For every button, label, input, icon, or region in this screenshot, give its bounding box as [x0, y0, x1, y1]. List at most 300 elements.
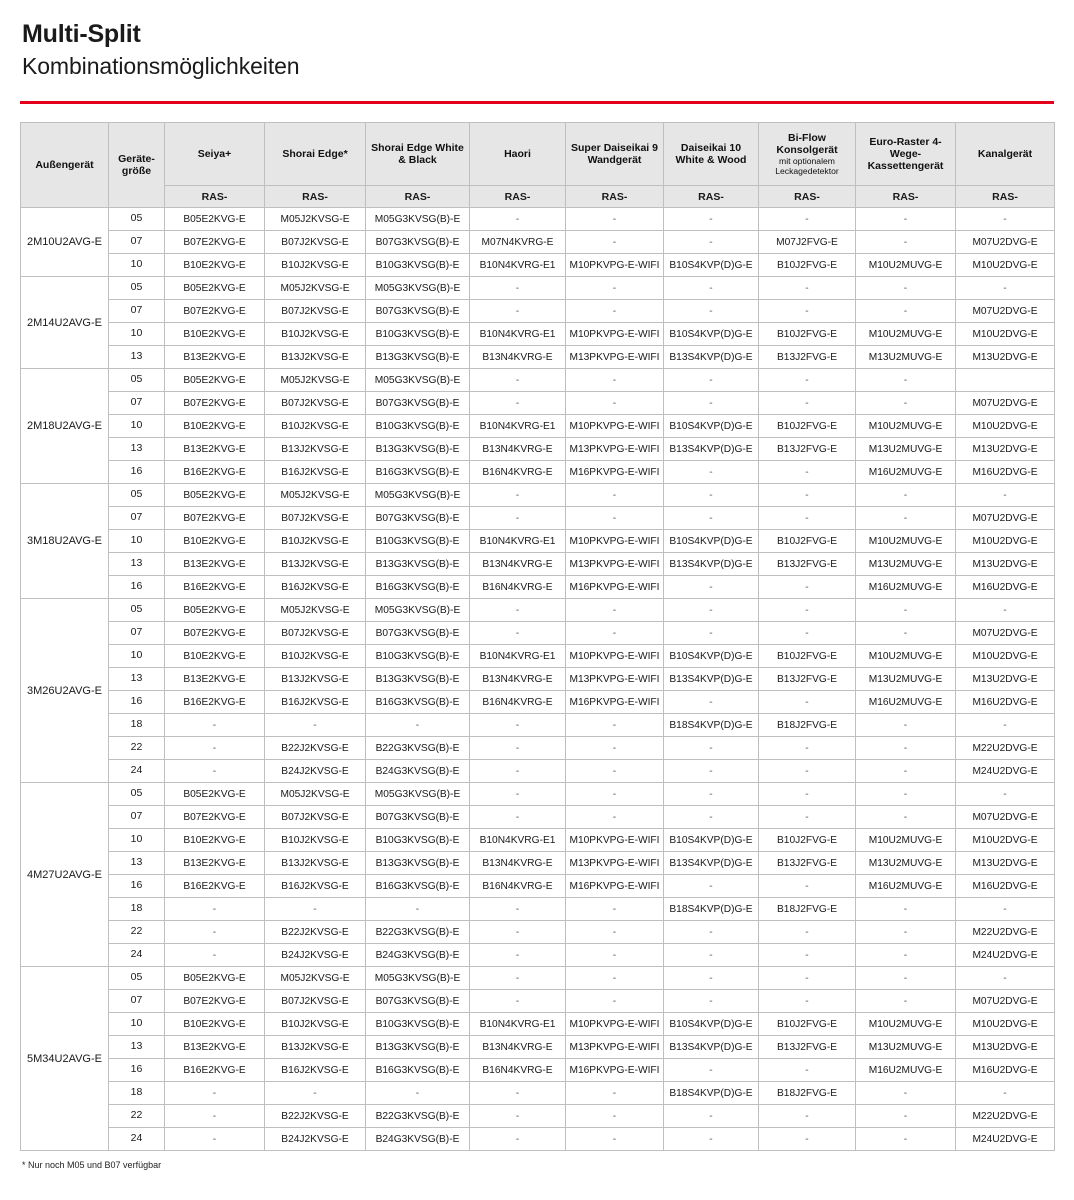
- model-cell: -: [956, 1082, 1055, 1105]
- model-cell: M07U2DVG-E: [956, 392, 1055, 415]
- model-cell: B10J2KVSG-E: [265, 323, 366, 346]
- table-row: [21, 921, 1055, 944]
- model-cell: M05G3KVSG(B)-E: [366, 369, 470, 392]
- unit-size-cell: 18: [109, 1082, 165, 1105]
- model-cell: B13G3KVSG(B)-E: [366, 346, 470, 369]
- model-cell: -: [856, 898, 956, 921]
- model-cell: -: [759, 507, 856, 530]
- model-cell: -: [664, 300, 759, 323]
- model-cell: -: [856, 714, 956, 737]
- outdoor-unit-cell: 2M10U2AVG-E: [21, 208, 109, 277]
- model-cell: -: [856, 231, 956, 254]
- model-cell: -: [566, 1105, 664, 1128]
- unit-size-cell: 13: [109, 852, 165, 875]
- model-cell: -: [470, 783, 566, 806]
- model-cell: M10U2DVG-E: [956, 645, 1055, 668]
- model-cell: -: [566, 277, 664, 300]
- model-cell: B10G3KVSG(B)-E: [366, 645, 470, 668]
- model-cell: -: [759, 484, 856, 507]
- model-cell: -: [856, 1105, 956, 1128]
- model-cell: B10N4KVRG-E1: [470, 829, 566, 852]
- model-cell: -: [566, 783, 664, 806]
- column-header-label: Außengerät: [35, 159, 94, 171]
- unit-size-cell: 05: [109, 783, 165, 806]
- column-prefix-2: RAS-: [165, 186, 265, 208]
- model-cell: B16N4KVRG-E: [470, 461, 566, 484]
- model-cell: M13PKVPG-E-WIFI: [566, 1036, 664, 1059]
- model-cell: B22J2KVSG-E: [265, 1105, 366, 1128]
- model-cell: -: [856, 944, 956, 967]
- outdoor-unit-cell: 3M18U2AVG-E: [21, 484, 109, 599]
- model-cell: -: [566, 967, 664, 990]
- model-cell: -: [664, 806, 759, 829]
- model-cell: M10U2MUVG-E: [856, 645, 956, 668]
- table-row: [21, 990, 1055, 1013]
- model-cell: -: [366, 1082, 470, 1105]
- model-cell: B07E2KVG-E: [165, 231, 265, 254]
- model-cell: -: [470, 369, 566, 392]
- model-cell: -: [165, 1105, 265, 1128]
- model-cell: M07U2DVG-E: [956, 300, 1055, 323]
- model-cell: B07E2KVG-E: [165, 300, 265, 323]
- model-cell: -: [165, 714, 265, 737]
- model-cell: B10S4KVP(D)G-E: [664, 829, 759, 852]
- model-cell: M24U2DVG-E: [956, 760, 1055, 783]
- model-cell: B10S4KVP(D)G-E: [664, 530, 759, 553]
- column-prefix-3: RAS-: [265, 186, 366, 208]
- model-cell: -: [470, 990, 566, 1013]
- column-prefix-6: RAS-: [566, 186, 664, 208]
- model-cell: M13U2DVG-E: [956, 438, 1055, 461]
- model-cell: -: [856, 392, 956, 415]
- model-cell: B24J2KVSG-E: [265, 1128, 366, 1151]
- model-cell: B13S4KVP(D)G-E: [664, 668, 759, 691]
- model-cell: -: [856, 300, 956, 323]
- model-cell: M16U2DVG-E: [956, 461, 1055, 484]
- model-cell: M05J2KVSG-E: [265, 484, 366, 507]
- unit-size-cell: 22: [109, 737, 165, 760]
- model-cell: -: [664, 622, 759, 645]
- model-cell: -: [165, 944, 265, 967]
- model-cell: B16E2KVG-E: [165, 461, 265, 484]
- model-cell: -: [759, 1128, 856, 1151]
- model-cell: B07E2KVG-E: [165, 990, 265, 1013]
- model-cell: -: [470, 622, 566, 645]
- model-cell: -: [759, 622, 856, 645]
- model-cell: -: [470, 300, 566, 323]
- model-cell: B10E2KVG-E: [165, 645, 265, 668]
- model-cell: -: [856, 737, 956, 760]
- model-cell: M07U2DVG-E: [956, 990, 1055, 1013]
- table-row: [21, 484, 1055, 507]
- model-cell: M13U2DVG-E: [956, 668, 1055, 691]
- model-cell: B07G3KVSG(B)-E: [366, 507, 470, 530]
- unit-size-cell: 07: [109, 507, 165, 530]
- model-cell: -: [759, 737, 856, 760]
- model-cell: -: [470, 1105, 566, 1128]
- model-cell: -: [664, 760, 759, 783]
- model-cell: -: [470, 392, 566, 415]
- model-cell: M13PKVPG-E-WIFI: [566, 438, 664, 461]
- model-cell: B10N4KVRG-E1: [470, 415, 566, 438]
- model-cell: B10S4KVP(D)G-E: [664, 254, 759, 277]
- model-cell: B16E2KVG-E: [165, 691, 265, 714]
- unit-size-cell: 05: [109, 967, 165, 990]
- model-cell: -: [470, 277, 566, 300]
- model-cell: B13E2KVG-E: [165, 438, 265, 461]
- unit-size-cell: 16: [109, 691, 165, 714]
- model-cell: M07U2DVG-E: [956, 622, 1055, 645]
- column-header-label: Shorai Edge White & Black: [371, 141, 464, 167]
- model-cell: B10J2FVG-E: [759, 323, 856, 346]
- table-row: [21, 1036, 1055, 1059]
- outdoor-unit-cell: 2M18U2AVG-E: [21, 369, 109, 484]
- column-header-2: [165, 123, 265, 186]
- model-cell: -: [470, 921, 566, 944]
- model-cell: -: [664, 691, 759, 714]
- model-cell: -: [856, 760, 956, 783]
- model-cell: B13J2FVG-E: [759, 553, 856, 576]
- model-cell: -: [566, 484, 664, 507]
- table-row: [21, 369, 1055, 392]
- model-cell: B16N4KVRG-E: [470, 1059, 566, 1082]
- model-cell: -: [165, 760, 265, 783]
- model-cell: B10J2KVSG-E: [265, 829, 366, 852]
- table-row: [21, 300, 1055, 323]
- unit-size-cell: 05: [109, 484, 165, 507]
- model-cell: B07J2KVSG-E: [265, 806, 366, 829]
- unit-size-cell: 10: [109, 530, 165, 553]
- model-cell: B13G3KVSG(B)-E: [366, 1036, 470, 1059]
- table-row: [21, 277, 1055, 300]
- model-cell: B24J2KVSG-E: [265, 760, 366, 783]
- footnote: * Nur noch M05 und B07 verfügbar: [22, 1160, 162, 1171]
- model-cell: M05J2KVSG-E: [265, 369, 366, 392]
- model-cell: B13N4KVRG-E: [470, 852, 566, 875]
- column-header-10: [956, 123, 1055, 186]
- model-cell: B07J2KVSG-E: [265, 507, 366, 530]
- model-cell: M10U2MUVG-E: [856, 829, 956, 852]
- model-cell: -: [856, 277, 956, 300]
- model-cell: M16U2MUVG-E: [856, 461, 956, 484]
- column-prefix-9: RAS-: [856, 186, 956, 208]
- model-cell: M10PKVPG-E-WIFI: [566, 829, 664, 852]
- model-cell: B10G3KVSG(B)-E: [366, 829, 470, 852]
- model-cell: B10E2KVG-E: [165, 323, 265, 346]
- model-cell: B05E2KVG-E: [165, 369, 265, 392]
- red-divider: [20, 101, 1054, 104]
- model-cell: M10U2DVG-E: [956, 254, 1055, 277]
- table-row: [21, 875, 1055, 898]
- outdoor-unit-cell: 5M34U2AVG-E: [21, 967, 109, 1151]
- model-cell: B16G3KVSG(B)-E: [366, 691, 470, 714]
- model-cell: -: [956, 967, 1055, 990]
- column-header-label: Kanalgerät: [977, 148, 1033, 160]
- table-row: [21, 691, 1055, 714]
- model-cell: B10G3KVSG(B)-E: [366, 323, 470, 346]
- model-cell: B07G3KVSG(B)-E: [366, 806, 470, 829]
- model-cell: -: [759, 277, 856, 300]
- model-cell: M16U2MUVG-E: [856, 576, 956, 599]
- model-cell: B13G3KVSG(B)-E: [366, 668, 470, 691]
- model-cell: B13G3KVSG(B)-E: [366, 553, 470, 576]
- model-cell: B05E2KVG-E: [165, 208, 265, 231]
- table-row: [21, 898, 1055, 921]
- model-cell: -: [856, 599, 956, 622]
- model-cell: B13J2KVSG-E: [265, 668, 366, 691]
- model-cell: B16E2KVG-E: [165, 1059, 265, 1082]
- model-cell: -: [759, 806, 856, 829]
- unit-size-cell: 22: [109, 921, 165, 944]
- model-cell: B07G3KVSG(B)-E: [366, 392, 470, 415]
- model-cell: -: [759, 691, 856, 714]
- model-cell: -: [470, 1128, 566, 1151]
- model-cell: -: [470, 714, 566, 737]
- model-cell: B16J2KVSG-E: [265, 875, 366, 898]
- unit-size-cell: 07: [109, 300, 165, 323]
- model-cell: -: [566, 737, 664, 760]
- unit-size-cell: 10: [109, 1013, 165, 1036]
- model-cell: B07G3KVSG(B)-E: [366, 300, 470, 323]
- model-cell: -: [956, 783, 1055, 806]
- column-prefix-10: RAS-: [956, 186, 1055, 208]
- model-cell: -: [759, 944, 856, 967]
- model-cell: B10N4KVRG-E1: [470, 1013, 566, 1036]
- model-cell: M16PKVPG-E-WIFI: [566, 691, 664, 714]
- outdoor-unit-cell: 4M27U2AVG-E: [21, 783, 109, 967]
- model-cell: -: [664, 737, 759, 760]
- model-cell: -: [664, 1059, 759, 1082]
- model-cell: M05G3KVSG(B)-E: [366, 484, 470, 507]
- outdoor-unit-cell: 3M26U2AVG-E: [21, 599, 109, 783]
- model-cell: -: [470, 898, 566, 921]
- unit-size-cell: 13: [109, 1036, 165, 1059]
- table-row: [21, 599, 1055, 622]
- model-cell: -: [759, 208, 856, 231]
- table-row: [21, 1082, 1055, 1105]
- model-cell: -: [759, 921, 856, 944]
- column-header-label: Euro-Raster 4-Wege-Kassettengerät: [867, 135, 944, 173]
- model-cell: -: [265, 898, 366, 921]
- model-cell: B18S4KVP(D)G-E: [664, 714, 759, 737]
- model-cell: -: [566, 921, 664, 944]
- model-cell: -: [566, 760, 664, 783]
- model-cell: B24G3KVSG(B)-E: [366, 1128, 470, 1151]
- column-header-label: Haori: [504, 148, 531, 160]
- unit-size-cell: 10: [109, 323, 165, 346]
- model-cell: M13PKVPG-E-WIFI: [566, 553, 664, 576]
- table-row: [21, 1013, 1055, 1036]
- model-cell: M24U2DVG-E: [956, 1128, 1055, 1151]
- model-cell: B10J2KVSG-E: [265, 530, 366, 553]
- model-cell: M10PKVPG-E-WIFI: [566, 530, 664, 553]
- column-header-1: [109, 123, 165, 208]
- unit-size-cell: 07: [109, 806, 165, 829]
- model-cell: -: [566, 622, 664, 645]
- column-header-label: Geräte-größe: [118, 152, 155, 178]
- model-cell: B05E2KVG-E: [165, 484, 265, 507]
- model-cell: B24G3KVSG(B)-E: [366, 944, 470, 967]
- table-head: [21, 123, 1055, 208]
- model-cell: B13E2KVG-E: [165, 346, 265, 369]
- model-cell: B13E2KVG-E: [165, 1036, 265, 1059]
- unit-size-cell: 05: [109, 208, 165, 231]
- model-cell: -: [759, 576, 856, 599]
- model-cell: -: [856, 967, 956, 990]
- model-cell: B13J2FVG-E: [759, 438, 856, 461]
- model-cell: M22U2DVG-E: [956, 737, 1055, 760]
- model-cell: B13J2FVG-E: [759, 346, 856, 369]
- table-row: [21, 737, 1055, 760]
- model-cell: B13S4KVP(D)G-E: [664, 852, 759, 875]
- model-cell: B24J2KVSG-E: [265, 944, 366, 967]
- model-cell: -: [956, 599, 1055, 622]
- page-subtitle: Kombinationsmöglichkeiten: [22, 52, 300, 79]
- model-cell: M10U2MUVG-E: [856, 1013, 956, 1036]
- model-cell: B10G3KVSG(B)-E: [366, 415, 470, 438]
- model-cell: B16E2KVG-E: [165, 875, 265, 898]
- model-cell: M16U2MUVG-E: [856, 691, 956, 714]
- model-cell: B07E2KVG-E: [165, 622, 265, 645]
- model-cell: B18J2FVG-E: [759, 714, 856, 737]
- model-cell: -: [759, 875, 856, 898]
- table-body: [21, 208, 1055, 1151]
- model-cell: M10U2DVG-E: [956, 829, 1055, 852]
- model-cell: -: [856, 208, 956, 231]
- model-cell: -: [470, 507, 566, 530]
- model-cell: -: [856, 921, 956, 944]
- model-cell: -: [470, 484, 566, 507]
- model-cell: -: [664, 944, 759, 967]
- model-cell: M05J2KVSG-E: [265, 967, 366, 990]
- model-cell: B07E2KVG-E: [165, 392, 265, 415]
- unit-size-cell: 16: [109, 576, 165, 599]
- model-cell: -: [664, 783, 759, 806]
- model-cell: -: [856, 1082, 956, 1105]
- model-cell: B22G3KVSG(B)-E: [366, 1105, 470, 1128]
- model-cell: B16J2KVSG-E: [265, 576, 366, 599]
- unit-size-cell: 13: [109, 668, 165, 691]
- model-cell: -: [470, 737, 566, 760]
- model-cell: -: [366, 898, 470, 921]
- model-cell: -: [759, 369, 856, 392]
- model-cell: M05G3KVSG(B)-E: [366, 599, 470, 622]
- model-cell: M13U2DVG-E: [956, 553, 1055, 576]
- unit-size-cell: 05: [109, 599, 165, 622]
- column-prefix-7: RAS-: [664, 186, 759, 208]
- model-cell: -: [759, 599, 856, 622]
- model-cell: M24U2DVG-E: [956, 944, 1055, 967]
- model-cell: -: [664, 484, 759, 507]
- model-cell: B05E2KVG-E: [165, 967, 265, 990]
- model-cell: B10J2FVG-E: [759, 1013, 856, 1036]
- model-cell: B24G3KVSG(B)-E: [366, 760, 470, 783]
- model-cell: B07G3KVSG(B)-E: [366, 990, 470, 1013]
- model-cell: M10PKVPG-E-WIFI: [566, 1013, 664, 1036]
- model-cell: -: [856, 783, 956, 806]
- model-cell: M10U2DVG-E: [956, 415, 1055, 438]
- model-cell: B13N4KVRG-E: [470, 438, 566, 461]
- model-cell: M05G3KVSG(B)-E: [366, 277, 470, 300]
- model-cell: -: [566, 369, 664, 392]
- unit-size-cell: 07: [109, 622, 165, 645]
- model-cell: -: [470, 599, 566, 622]
- model-cell: -: [664, 1128, 759, 1151]
- model-cell: B10G3KVSG(B)-E: [366, 254, 470, 277]
- model-cell: M10U2MUVG-E: [856, 415, 956, 438]
- model-cell: B13J2KVSG-E: [265, 852, 366, 875]
- table-row: [21, 1059, 1055, 1082]
- model-cell: -: [664, 461, 759, 484]
- model-cell: -: [664, 507, 759, 530]
- model-cell: B22G3KVSG(B)-E: [366, 921, 470, 944]
- model-cell: M13U2MUVG-E: [856, 553, 956, 576]
- table-row: [21, 1128, 1055, 1151]
- column-header-6: [566, 123, 664, 186]
- table-row: [21, 208, 1055, 231]
- model-cell: -: [566, 1128, 664, 1151]
- model-cell: -: [759, 1105, 856, 1128]
- model-cell: -: [664, 1105, 759, 1128]
- model-cell: B16N4KVRG-E: [470, 691, 566, 714]
- model-cell: M05J2KVSG-E: [265, 277, 366, 300]
- table-row: [21, 530, 1055, 553]
- column-header-3: [265, 123, 366, 186]
- model-cell: B18J2FVG-E: [759, 1082, 856, 1105]
- model-cell: M07U2DVG-E: [956, 806, 1055, 829]
- model-cell: B10N4KVRG-E1: [470, 254, 566, 277]
- model-cell: M16U2DVG-E: [956, 576, 1055, 599]
- model-cell: M05J2KVSG-E: [265, 599, 366, 622]
- model-cell: -: [265, 714, 366, 737]
- model-cell: B07E2KVG-E: [165, 507, 265, 530]
- model-cell: B18S4KVP(D)G-E: [664, 898, 759, 921]
- model-cell: M10U2MUVG-E: [856, 254, 956, 277]
- model-cell: -: [759, 1059, 856, 1082]
- unit-size-cell: 18: [109, 898, 165, 921]
- model-cell: B13S4KVP(D)G-E: [664, 346, 759, 369]
- model-cell: -: [856, 622, 956, 645]
- model-cell: B10N4KVRG-E1: [470, 323, 566, 346]
- unit-size-cell: 10: [109, 415, 165, 438]
- model-cell: -: [165, 898, 265, 921]
- unit-size-cell: 10: [109, 645, 165, 668]
- table-row: [21, 392, 1055, 415]
- model-cell: B13E2KVG-E: [165, 668, 265, 691]
- model-cell: -: [856, 507, 956, 530]
- column-header-label: Bi-Flow Konsolgerät: [776, 131, 838, 157]
- model-cell: -: [470, 760, 566, 783]
- model-cell: M07J2FVG-E: [759, 231, 856, 254]
- table-row: [21, 645, 1055, 668]
- model-cell: B18J2FVG-E: [759, 898, 856, 921]
- model-cell: B13G3KVSG(B)-E: [366, 852, 470, 875]
- model-cell: M07N4KVRG-E: [470, 231, 566, 254]
- model-cell: -: [956, 277, 1055, 300]
- model-cell: -: [470, 967, 566, 990]
- model-cell: B10G3KVSG(B)-E: [366, 1013, 470, 1036]
- unit-size-cell: 07: [109, 392, 165, 415]
- column-header-label: Seiya+: [197, 148, 232, 160]
- model-cell: M13U2MUVG-E: [856, 1036, 956, 1059]
- column-header-label: Shorai Edge*: [282, 148, 348, 160]
- unit-size-cell: 13: [109, 553, 165, 576]
- model-cell: -: [856, 990, 956, 1013]
- model-cell: B10J2FVG-E: [759, 530, 856, 553]
- model-cell: B10N4KVRG-E1: [470, 645, 566, 668]
- table-row: [21, 714, 1055, 737]
- model-cell: M05J2KVSG-E: [265, 208, 366, 231]
